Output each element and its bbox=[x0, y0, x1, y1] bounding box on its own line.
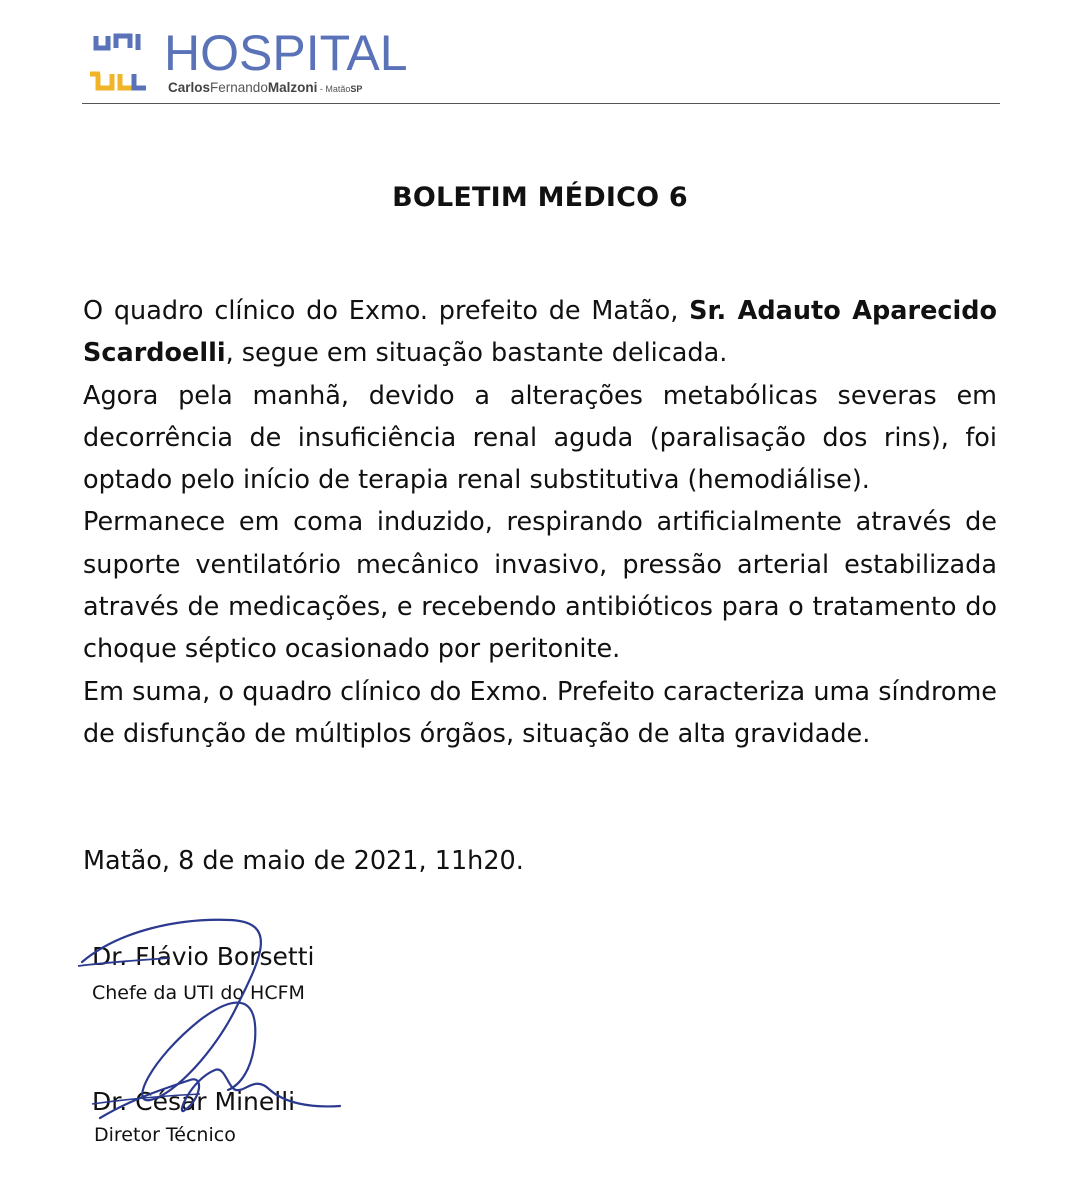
brand-subtitle: CarlosFernandoMalzoni - MatãoSP bbox=[168, 80, 363, 95]
patient-name: Sr. Adauto Aparecido Scardoelli bbox=[83, 296, 997, 369]
header-divider bbox=[82, 103, 1000, 104]
brand-name: HOSPITAL bbox=[164, 25, 408, 81]
paragraph-2: Agora pela manhã, devido a alterações metabólicas severas em decorrência de insuficiência renal aguda (paralisação dos rins), foi optado pelo início de terapia renal substitutiva (hemodiálise). bbox=[83, 380, 997, 496]
hospital-logo bbox=[86, 24, 406, 100]
date-line: Matão, 8 de maio de 2021, 11h20. bbox=[83, 846, 524, 876]
paragraph-1: O quadro clínico do Exmo. prefeito de Matão, Sr. Adauto Aparecido Scardoelli, segue em situação bastante delicada. bbox=[83, 296, 997, 369]
document-title: BOLETIM MÉDICO 6 bbox=[392, 182, 688, 213]
document-body bbox=[83, 290, 997, 755]
hospital-logo-icon bbox=[86, 28, 150, 94]
signature-name-1: Dr. Flávio Borsetti bbox=[92, 942, 315, 971]
paragraph-4: Em suma, o quadro clínico do Exmo. Prefeito caracteriza uma síndrome de disfunção de múltiplos órgãos, situação de alta gravidade. bbox=[83, 676, 997, 749]
signature-role-1: Chefe da UTI do HCFM bbox=[92, 982, 305, 1004]
signature-name-2: Dr. César Minelli bbox=[92, 1087, 296, 1116]
paragraph-3: Permanece em coma induzido, respirando artificialmente através de suporte ventilatório mecânico invasivo, pressão arterial estabilizada através de medicações, e recebendo antibióticos para o tratamento do choque séptico ocasionado por peritonite. bbox=[83, 507, 997, 665]
signature-role-2: Diretor Técnico bbox=[94, 1124, 236, 1146]
